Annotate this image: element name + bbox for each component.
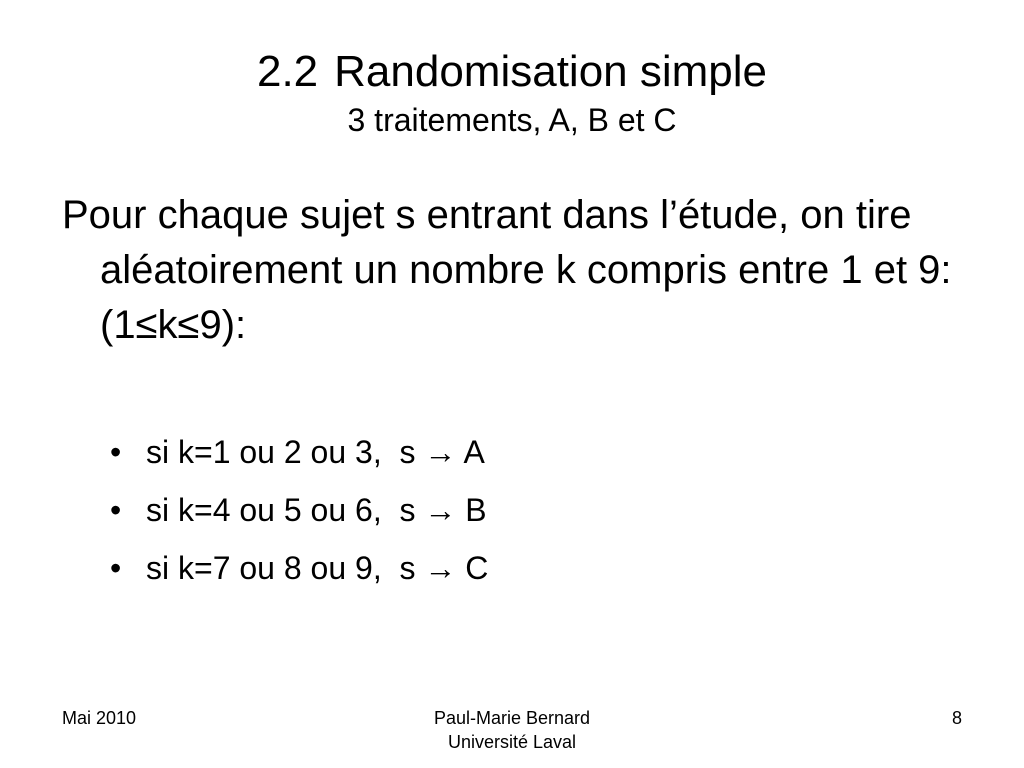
bullet-dot-icon: •	[110, 492, 122, 528]
footer-institution: Université Laval	[447, 732, 577, 752]
bullet-dot-icon: •	[110, 434, 122, 470]
bullet-dot-icon: •	[110, 550, 122, 586]
title-section-number: 2.2	[256, 47, 319, 96]
bullet-item	[110, 539, 910, 597]
bullet-item	[110, 481, 910, 539]
footer-author-block	[362, 706, 662, 754]
footer-date: Mai 2010	[62, 708, 137, 728]
body-paragraph: Pour chaque sujet s entrant dans l’étude, on tire aléatoirement un nombre k compris entre 1 et 9: (1≤k≤9):	[62, 193, 952, 347]
footer-page-number: 8	[951, 708, 962, 728]
slide-subtitle: 3 traitements, A, B et C	[347, 102, 677, 138]
bullet-text: si k=1 ou 2 ou 3, s → A	[146, 434, 485, 470]
bullet-list	[110, 423, 910, 597]
title-text: Randomisation simple	[334, 47, 768, 96]
bullet-text: si k=4 ou 5 ou 6, s → B	[146, 492, 487, 528]
footer-author: Paul-Marie Bernard	[433, 708, 591, 728]
bullet-item	[110, 423, 910, 481]
slide-title	[0, 44, 1024, 100]
slide-title-block	[0, 44, 1024, 140]
bullet-text: si k=7 ou 8 ou 9, s → C	[146, 550, 489, 586]
